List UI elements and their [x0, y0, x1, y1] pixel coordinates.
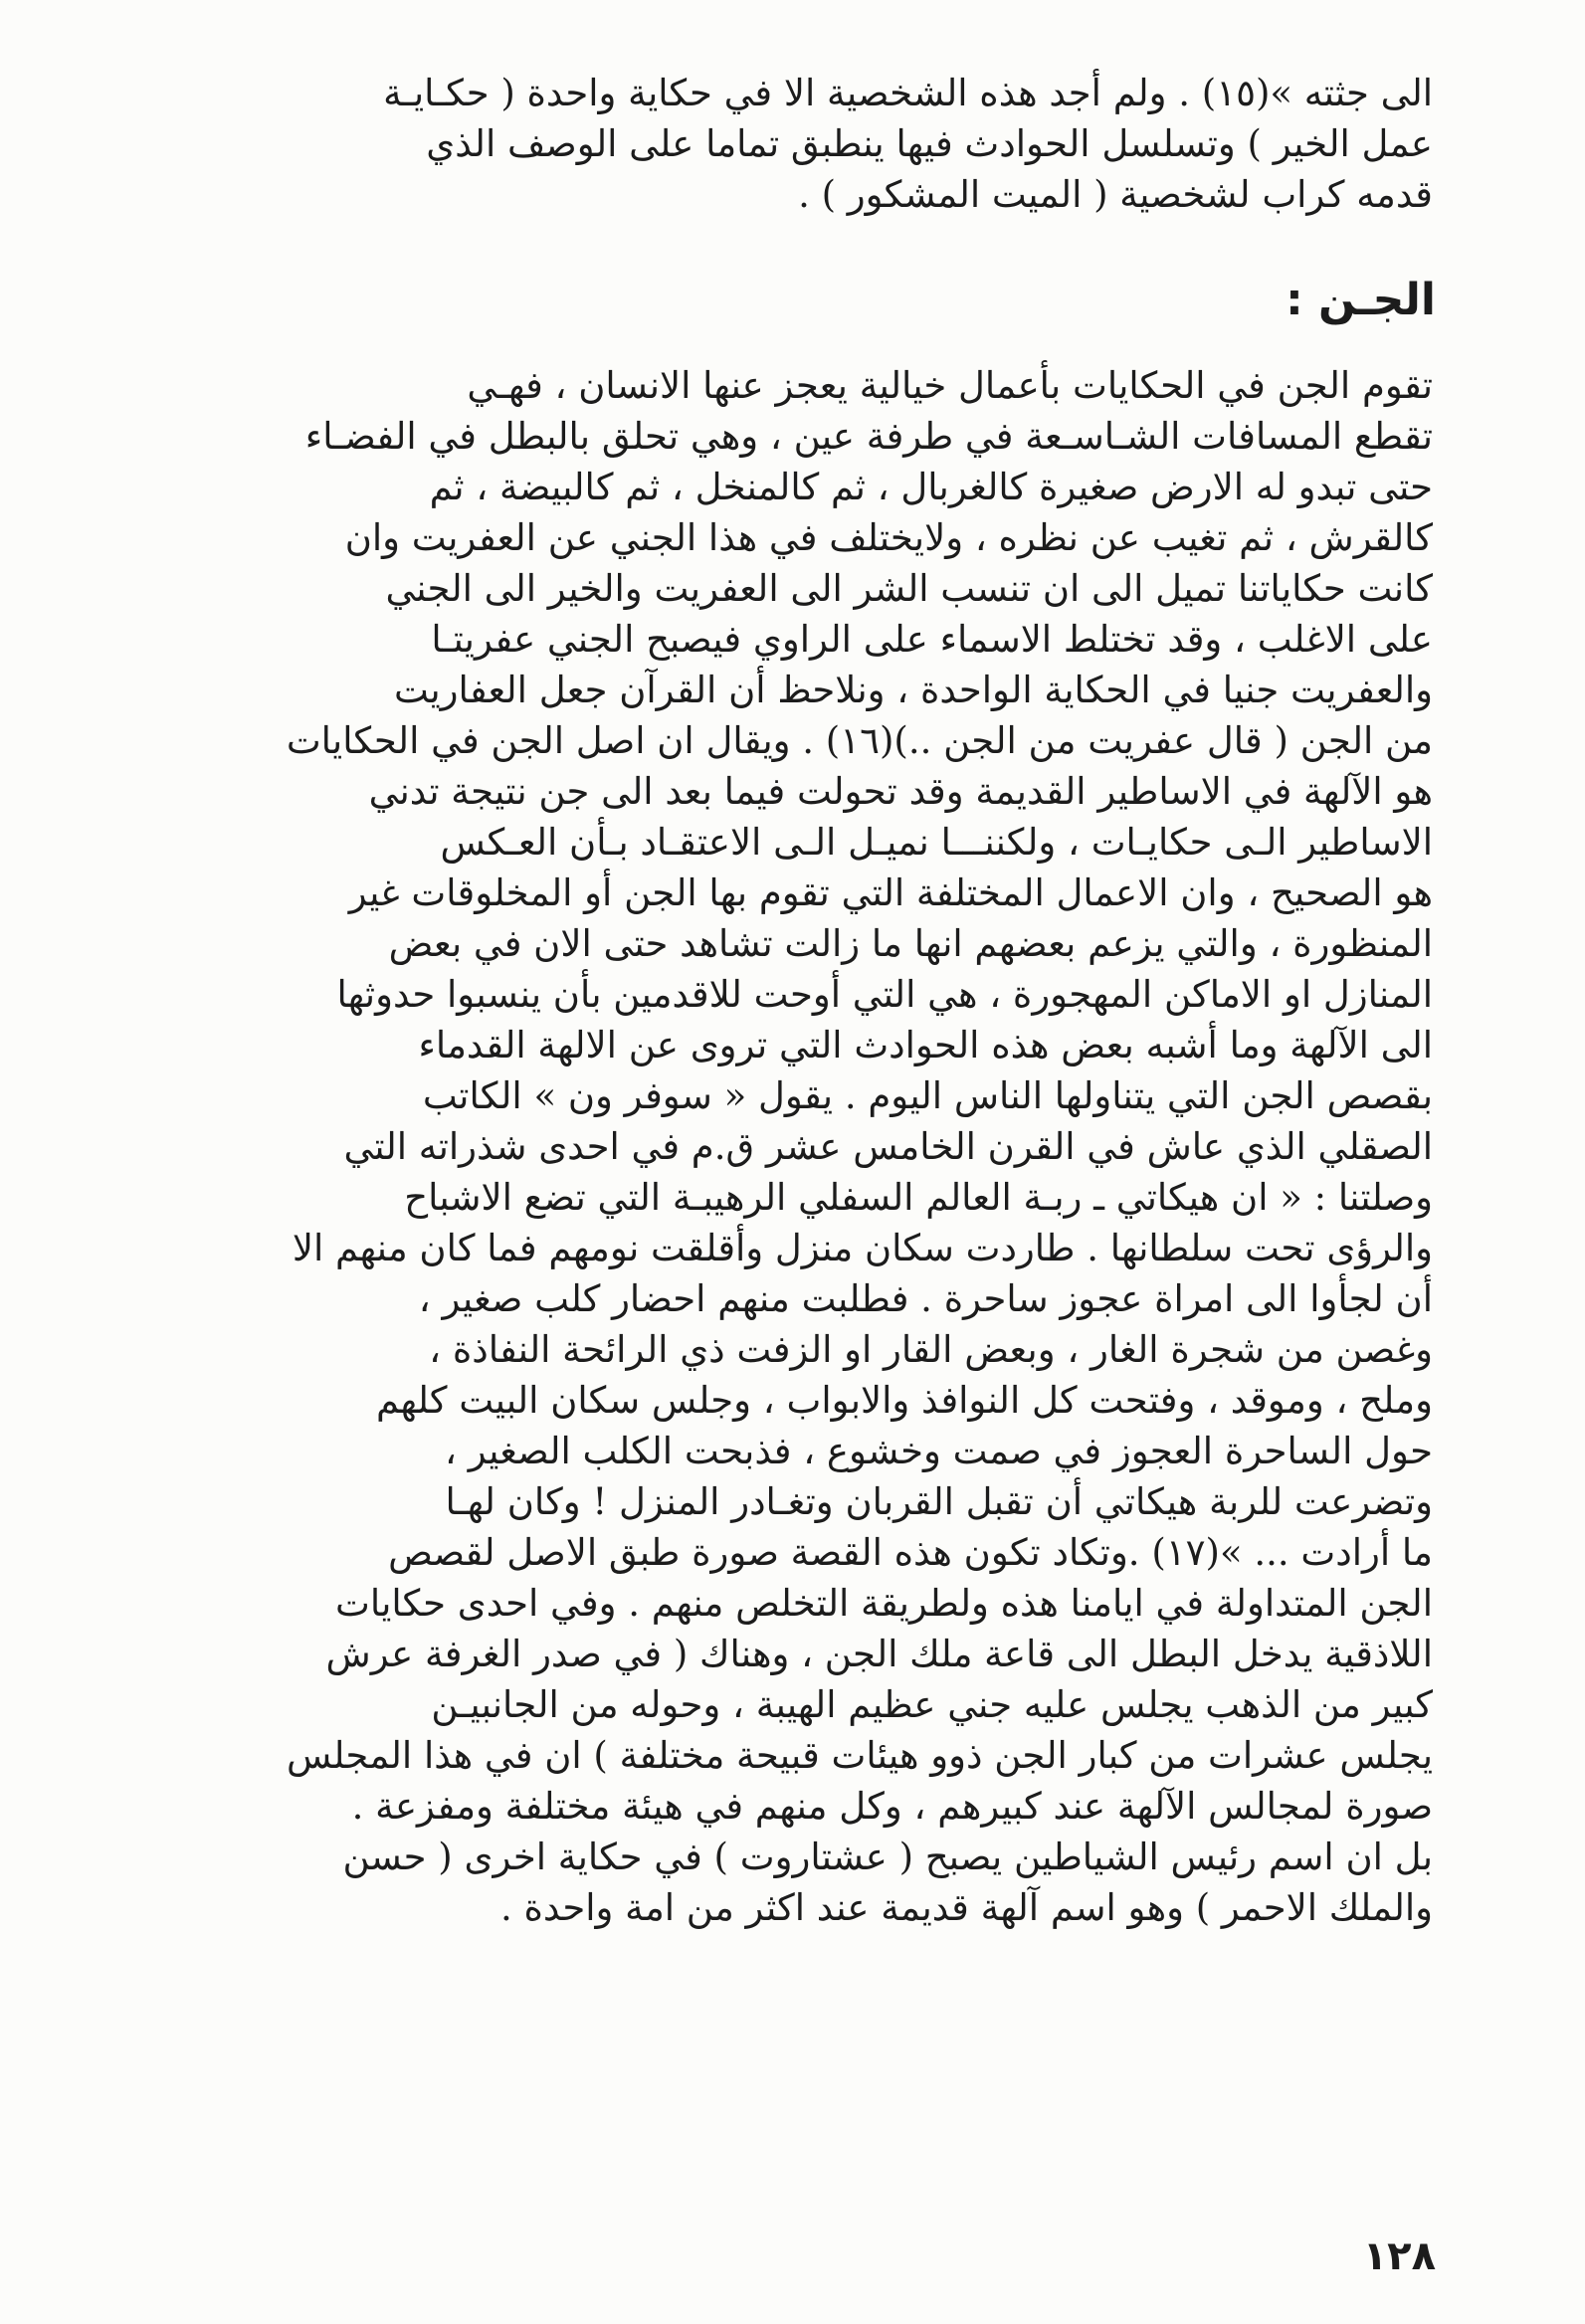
- text-line: صورة لمجالس الآلهة عند كبيرهم ، وكل منهم في هيئة مختلفة ومفزعة .: [351, 1785, 1433, 1828]
- text-line: من الجن ( قال عفريت من الجن ..)(١٦) . ويقال ان اصل الجن في الحكايات: [286, 719, 1433, 762]
- text-line: عمل الخير ) وتسلسل الحوادث فيها ينطبق تماما على الوصف الذي: [426, 122, 1433, 165]
- text-line: يجلس عشرات من كبار الجن ذوو هيئات قبيحة مختلفة ) ان في هذا المجلس: [286, 1734, 1433, 1777]
- text-line: الى جثته »(١٥) . ولم أجد هذه الشخصية الا في حكاية واحدة ( حكـايـة: [383, 72, 1433, 114]
- text-line: الى الآلهة وما أشبه بعض هذه الحوادث التي تروى عن الالهة القدماء: [418, 1024, 1433, 1066]
- text-line: الاساطير الـى حكايـات ، ولكننـــا نميـل الـى الاعتقـاد بـأن العـكس: [440, 821, 1433, 864]
- text-line: وملح ، وموقد ، وفتحت كل النوافذ والابواب ، وجلس سكان البيت كلهم: [375, 1379, 1433, 1422]
- text-line: هو الصحيح ، وان الاعمال المختلفة التي تقوم بها الجن أو المخلوقات غير: [348, 872, 1433, 914]
- text-line: المنازل او الاماكن المهجورة ، هي التي أوحت للاقدمين بأن ينسبوا حدوثها: [336, 973, 1433, 1016]
- page-number: ١٢٨: [1362, 2233, 1436, 2279]
- text-line: اللاذقية يدخل البطل الى قاعة ملك الجن ، وهناك ( في صدر الغرفة عرش: [325, 1633, 1433, 1675]
- text-line: والرؤى تحت سلطانها . طاردت سكان منزل وأقلقت نومهم فما كان منهم الا: [292, 1227, 1433, 1269]
- text-line: قدمه كراب لشخصية ( الميت المشكور ) .: [798, 173, 1433, 216]
- text-line: كانت حكاياتنا تميل الى ان تنسب الشر الى العفريت والخير الى الجني: [385, 567, 1433, 610]
- text-line: والملك الاحمر ) وهو اسم آلهة قديمة عند اكثر من امة واحدة .: [500, 1886, 1433, 1929]
- text-line: ما أرادت ... »(١٧) .وتكاد تكون هذه القصة صورة طبق الاصل لقصص: [388, 1531, 1433, 1574]
- text-line: أن لجأوا الى امراة عجوز ساحرة . فطلبت منهم احضار كلب صغير ،: [418, 1277, 1433, 1320]
- text-line: وتضرعت للربة هيكاتي أن تقبل القربان وتغـادر المنزل ! وكان لهـا: [445, 1480, 1433, 1523]
- text-line: المنظورة ، والتي يزعم بعضهم انها ما زالت تشاهد حتى الان في بعض: [388, 922, 1433, 965]
- text-line: هو الآلهة في الاساطير القديمة وقد تحولت فيما بعد الى جن نتيجة تدني: [368, 770, 1433, 813]
- text-line: كبير من الذهب يجلس عليه جني عظيم الهيبة ، وحوله من الجانبيـن: [431, 1683, 1433, 1726]
- text-line: حتى تبدو له الارض صغيرة كالغربال ، ثم كالمنخل ، ثم كالبيضة ، ثم: [429, 466, 1433, 508]
- text-line: تقوم الجن في الحكايات بأعمال خيالية يعجز عنها الانسان ، فهـي: [467, 364, 1433, 407]
- body-paragraph: [149, 360, 1433, 1933]
- text-line: وغصن من شجرة الغار ، وبعض القار او الزفت ذي الرائحة النفاذة ،: [429, 1328, 1433, 1371]
- text-line: بل ان اسم رئيس الشياطين يصبح ( عشتاروت ) في حكاية اخرى ( حسن: [342, 1836, 1433, 1878]
- text-line: والعفريت جنيا في الحكاية الواحدة ، ونلاحظ أن القرآن جعل العفاريت: [394, 669, 1433, 711]
- text-line: حول الساحرة العجوز في صمت وخشوع ، فذبحت الكلب الصغير ،: [444, 1430, 1433, 1472]
- text-line: الجن المتداولة في ايامنا هذه ولطريقة التخلص منهم . وفي احدى حكايات: [335, 1582, 1433, 1625]
- intro-paragraph: [149, 68, 1433, 220]
- text-line: الصقلي الذي عاش في القرن الخامس عشر ق.م في احدى شذراته التي: [343, 1125, 1433, 1168]
- text-line: تقطع المسافات الشـاسـعة في طرفة عين ، وهي تحلق بالبطل في الفضـاء: [304, 415, 1433, 458]
- text-line: كالقرش ، ثم تغيب عن نظره ، ولايختلف في هذا الجني عن العفريت وان: [344, 516, 1433, 559]
- text-line: بقصص الجن التي يتناولها الناس اليوم . يقول « سوفر ون » الكاتب: [422, 1074, 1433, 1117]
- text-line: على الاغلب ، وقد تختلط الاسماء على الراوي فيصبح الجني عفريتـا: [431, 618, 1433, 661]
- text-line: وصلتنا : « ان هيكاتي ـ ربـة العالم السفلي الرهيبـة التي تضع الاشباح: [404, 1176, 1433, 1219]
- section-heading: الجـن :: [1286, 275, 1436, 325]
